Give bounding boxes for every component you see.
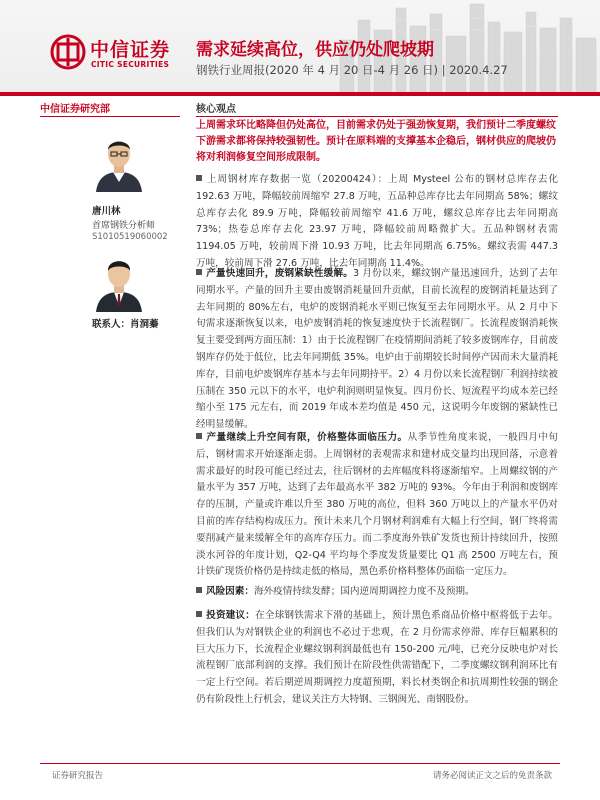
brand-name-en: CITIC SECURITIES (91, 60, 170, 69)
analyst-role: 首席钢铁分析师 (92, 221, 156, 231)
citic-logo-icon (50, 34, 86, 70)
bullet-icon (196, 611, 202, 617)
contact-person: 联系人：肖洞蓁 (92, 319, 159, 330)
paragraph-price-pressure (196, 430, 558, 581)
research-institute: 中信证券研究部 (40, 104, 110, 115)
report-subtitle: 钢铁行业周报(2020 年 4 月 20 日-4 月 26 日) | 2020.4.27 (196, 63, 508, 77)
paragraph-lead: 投资建议： (206, 610, 256, 621)
paragraph-text: 从季节性角度来说，一般四月中旬后，钢材需求开始逐渐走弱。上周钢材的表观需求和建材成交量均出现回落，示意着需求最好的时段可能已经过去，往后钢材的去库幅度料将逐渐缩窄。上周螺纹钢的产量水平为 357 万吨，达到了去年最高水平 382 万吨的 93%。今年由于利润和废钢库存的压制，产量或许难以升至 380 万吨的高位，但料 360 万吨以上的产量水平仍对目前的库存结构构成压力。预计未来几个月钢材利润难有大幅上行空间，钢厂终将需要削减产量来缓解全年的高库存压力。而二季度海外铁矿发货也预计持续回升，按照淡水河谷的年度计划，Q2-Q4 平均每个季度发货量要比 Q1 高 2500 万吨左右，预计铁矿现货价格仍是持续走低的格局，黑色系价格料整体仍面临一定压力。 (196, 432, 559, 578)
paragraph-lead: 产量继续上升空间有限，价格整体面临压力。 (206, 432, 408, 443)
paragraph-text: 海外疫情持续发酵；国内逆周期调控力度不及预期。 (253, 586, 475, 597)
paragraph-text: 在全球钢铁需求下滑的基础上，预计黑色系商品价格中枢将低于去年。但我们认为对钢铁企业的利润也不必过于悲观，在 2 月份需求停滞、库存巨幅累积的巨大压力下，长流程企业螺纹钢利润最低也有 150-200 元/吨，已充分反映电炉对长流程钢厂底部利润的支撑。我们预计在阶段性供需错配下，二季度螺纹钢利润环比有一定上行空间。若后期逆周期调控力度超预期，料长材类钢企和抗周期性较强的钢企仍有阶段性上行机会，建议关注方大特钢、三钢闽光、南钢股份。 (196, 610, 559, 705)
report-header (0, 0, 600, 96)
institute-divider (40, 116, 180, 117)
header-divider (0, 92, 600, 96)
footer-report-type: 证券研究报告 (52, 771, 104, 781)
core-view-summary: 上周需求环比略降但仍处高位，目前需求仍处于强劲恢复期，我们预计二季度螺纹下游需求都将保持较强韧性。预计在原料端的支撑基本企稳后，钢材供应的爬坡仍将对利润修复空间形成限制。 (196, 120, 556, 163)
bullet-icon (196, 587, 202, 593)
citic-logo (50, 34, 182, 74)
footer-disclaimer: 请务必阅读正文之后的免责条款 (432, 771, 552, 781)
paragraph-text: 上周钢材库存数据一览（20200424）：上周 Mysteel 公布的钢材总库存去化 192.63 万吨，降幅较前周缩窄 27.8 万吨，五品种总库存比去年同期高 58%；螺纹总库存去化 89.9 万吨，降幅较前周缩窄 41.6 万吨，螺纹总库存比去年同期高 73%；热卷总库存去化 23.97 万吨，降幅较前周略微扩大。五品种钢材表需 1194.05 万吨，较前周下滑 10.93 万吨，比去年同期高 6.75%。螺纹表需 447.3 万吨，较前周下滑 27.6 万吨，比去年同期高 11.4%。 (196, 174, 558, 269)
bullet-icon (196, 433, 202, 439)
paragraph-lead: 风险因素： (206, 586, 254, 597)
analyst-name: 唐川林 (92, 206, 121, 217)
contact-photo (92, 250, 146, 312)
bullet-icon (196, 269, 202, 275)
paragraph-risk (196, 584, 558, 601)
footer-divider (40, 763, 560, 764)
bullet-icon (196, 175, 202, 181)
paragraph-lead: 产量快速回升，废钢紧缺性缓解。 (206, 268, 354, 279)
paragraph-output (196, 266, 558, 434)
paragraph-inventory (196, 172, 558, 273)
core-view-heading: 核心观点 (196, 104, 236, 115)
analyst-photo-icon (92, 130, 146, 192)
report-title: 需求延续高位，供应仍处爬坡期 (196, 40, 434, 60)
core-view-divider (196, 116, 558, 117)
analyst-certificate: S1010519060002 (92, 232, 168, 242)
analyst-photo (92, 130, 146, 192)
paragraph-investment (196, 608, 558, 709)
brand-name-cn: 中信证券 (90, 39, 171, 61)
contact-photo-icon (92, 250, 146, 312)
paragraph-text: 3 月份以来，螺纹钢产量迅速回升，达到了去年同期水平。产量的回升主要由废钢消耗量回升贡献，目前长流程的废钢消耗量达到了去年同期的 80%左右，电炉的废钢消耗水平则已恢复至去年同期水平。从 2 月中下旬需求逐渐恢复以来，电炉废钢消耗的恢复速度快于长流程钢厂。长流程废钢消耗恢复主要受到两方面压制：1）由于长流程钢厂在疫情期间消耗了较多废钢库存，目前废钢库存仍处于低位，比去年同期低 35%。电炉由于前期较长时间停产因而未大量消耗库存，目前电炉废钢库存基本与去年同期持平。2）4 月份以来长流程钢厂利润持续被压制在 350 元以下的水平，电炉利润则明显恢复。四月份长、短流程平均成本差已经缩小至 175 元左右，而 2019 年成本差均值是 450 元，这说明今年废钢的紧缺性已经明显缓解。 (196, 268, 558, 431)
